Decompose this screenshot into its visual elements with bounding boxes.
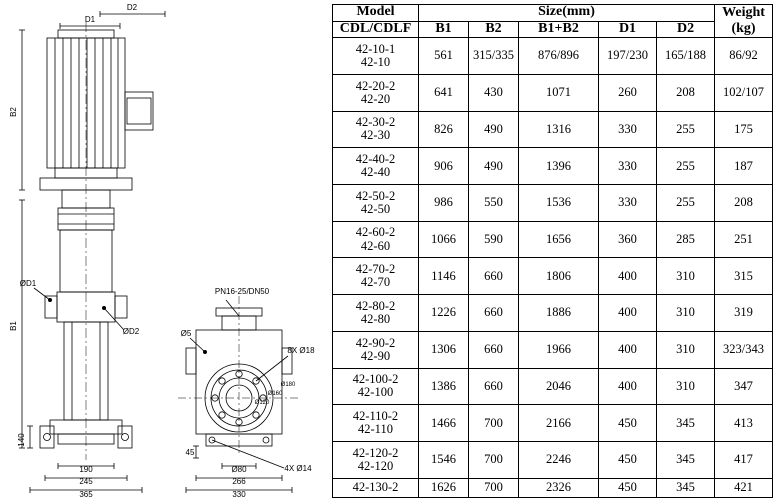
cell-d1: 450 bbox=[599, 478, 657, 497]
cell-b1: 1466 bbox=[419, 405, 469, 442]
cell-model bbox=[333, 38, 419, 75]
cell-d1: 330 bbox=[599, 111, 657, 148]
cell-b1: 906 bbox=[419, 148, 469, 185]
cell-d1: 400 bbox=[599, 258, 657, 295]
model-secondary: 42-90 bbox=[360, 348, 391, 363]
cell-d2: 310 bbox=[657, 331, 715, 368]
cell-d2: 310 bbox=[657, 295, 715, 332]
label-phi-small: Ø5 bbox=[180, 329, 192, 338]
cell-b1-b2: 1886 bbox=[519, 295, 599, 332]
header-weight bbox=[715, 5, 773, 38]
cell-weight: 102/107 bbox=[715, 74, 773, 111]
cell-d2: 285 bbox=[657, 221, 715, 258]
model-secondary: 42-100 bbox=[357, 385, 394, 400]
cell-model bbox=[333, 74, 419, 111]
cell-weight: 319 bbox=[715, 295, 773, 332]
cell-d2: 255 bbox=[657, 148, 715, 185]
model-secondary: 42-50 bbox=[360, 201, 391, 216]
specification-table bbox=[332, 4, 773, 498]
cell-model bbox=[333, 185, 419, 222]
cell-d1: 400 bbox=[599, 331, 657, 368]
cell-d1: 330 bbox=[599, 185, 657, 222]
cell-b1: 826 bbox=[419, 111, 469, 148]
model-secondary: 42-30 bbox=[360, 128, 391, 143]
cell-weight: 413 bbox=[715, 405, 773, 442]
header-b1: B1 bbox=[419, 21, 469, 38]
model-primary: 42-110-2 bbox=[352, 408, 399, 423]
cell-model bbox=[333, 221, 419, 258]
table-row bbox=[333, 185, 773, 222]
cell-model bbox=[333, 331, 419, 368]
dim-245: 245 bbox=[79, 477, 93, 486]
cell-b2: 315/335 bbox=[469, 38, 519, 75]
header-d1: D1 bbox=[599, 21, 657, 38]
table-row bbox=[333, 478, 773, 497]
table-row bbox=[333, 295, 773, 332]
cell-b2: 660 bbox=[469, 258, 519, 295]
model-primary: 42-130-2 bbox=[352, 480, 399, 495]
dim-120: Ø120 bbox=[254, 400, 270, 406]
cell-b1: 1146 bbox=[419, 258, 469, 295]
cell-model bbox=[333, 148, 419, 185]
model-primary: 42-40-2 bbox=[355, 152, 396, 167]
cell-b2: 660 bbox=[469, 368, 519, 405]
dim-365: 365 bbox=[79, 490, 93, 499]
cell-b1-b2: 1656 bbox=[519, 221, 599, 258]
header-model-sub: CDL/CDLF bbox=[333, 21, 419, 38]
model-primary: 42-80-2 bbox=[355, 298, 396, 313]
dim-180: Ø180 bbox=[280, 382, 296, 388]
model-secondary: 42-10 bbox=[360, 55, 391, 70]
header-weight-unit: (kg) bbox=[731, 21, 756, 37]
cell-d1: 360 bbox=[599, 221, 657, 258]
cell-d2: 310 bbox=[657, 258, 715, 295]
cell-b1-b2: 2166 bbox=[519, 405, 599, 442]
header-b2: B2 bbox=[469, 21, 519, 38]
cell-b1-b2: 2326 bbox=[519, 478, 599, 497]
cell-weight: 208 bbox=[715, 185, 773, 222]
cell-weight: 347 bbox=[715, 368, 773, 405]
cell-model bbox=[333, 478, 419, 497]
model-secondary: 42-110 bbox=[358, 422, 393, 437]
cell-weight: 86/92 bbox=[715, 38, 773, 75]
cell-model bbox=[333, 368, 419, 405]
cell-b2: 430 bbox=[469, 74, 519, 111]
dim-80: Ø80 bbox=[231, 465, 247, 474]
model-secondary: 42-20 bbox=[360, 91, 391, 106]
cell-weight: 175 bbox=[715, 111, 773, 148]
cell-d1: 330 bbox=[599, 148, 657, 185]
table-row bbox=[333, 148, 773, 185]
cell-d1: 450 bbox=[599, 441, 657, 478]
dim-140: 140 bbox=[17, 433, 26, 447]
cell-b1: 561 bbox=[419, 38, 469, 75]
model-primary: 42-10-1 bbox=[355, 41, 396, 56]
cell-b1-b2: 1316 bbox=[519, 111, 599, 148]
cell-b1: 1066 bbox=[419, 221, 469, 258]
cell-b2: 490 bbox=[469, 111, 519, 148]
cell-b1-b2: 1966 bbox=[519, 331, 599, 368]
cell-b1-b2: 1806 bbox=[519, 258, 599, 295]
cell-d1: 260 bbox=[599, 74, 657, 111]
cell-weight: 421 bbox=[715, 478, 773, 497]
cell-d2: 208 bbox=[657, 74, 715, 111]
specification-table-container bbox=[332, 4, 772, 496]
cell-model bbox=[333, 405, 419, 442]
cell-b2: 590 bbox=[469, 221, 519, 258]
cell-weight: 315 bbox=[715, 258, 773, 295]
cell-b1: 1386 bbox=[419, 368, 469, 405]
drawing-svg bbox=[0, 0, 330, 500]
model-primary: 42-70-2 bbox=[355, 262, 396, 277]
model-primary: 42-120-2 bbox=[352, 445, 399, 460]
label-b1-left: B1 bbox=[9, 321, 18, 331]
table-row bbox=[333, 74, 773, 111]
cell-model bbox=[333, 441, 419, 478]
cell-d2: 255 bbox=[657, 185, 715, 222]
cell-model bbox=[333, 258, 419, 295]
label-d1-top: D1 bbox=[84, 15, 96, 24]
cell-weight: 187 bbox=[715, 148, 773, 185]
cell-b1: 1226 bbox=[419, 295, 469, 332]
model-primary: 42-30-2 bbox=[355, 115, 396, 130]
cell-b2: 700 bbox=[469, 405, 519, 442]
cell-d1: 400 bbox=[599, 368, 657, 405]
cell-weight: 417 bbox=[715, 441, 773, 478]
cell-model bbox=[333, 111, 419, 148]
table-header-row-2 bbox=[333, 21, 773, 38]
model-primary: 42-60-2 bbox=[355, 225, 396, 240]
cell-b1: 986 bbox=[419, 185, 469, 222]
cell-b2: 700 bbox=[469, 478, 519, 497]
label-flange-note: PN16-25/DN50 bbox=[214, 287, 270, 296]
table-row bbox=[333, 38, 773, 75]
model-primary: 42-100-2 bbox=[352, 372, 399, 387]
header-b1-b2: B1+B2 bbox=[519, 21, 599, 38]
label-phi-d1: ØD1 bbox=[19, 279, 37, 288]
model-secondary: 42-60 bbox=[360, 238, 391, 253]
cell-b1-b2: 1396 bbox=[519, 148, 599, 185]
model-primary: 42-90-2 bbox=[355, 335, 396, 350]
label-d2-top: D2 bbox=[126, 3, 138, 12]
label-b2-left: B2 bbox=[9, 107, 18, 117]
cell-b2: 660 bbox=[469, 331, 519, 368]
cell-b1-b2: 1536 bbox=[519, 185, 599, 222]
dim-266: 266 bbox=[232, 477, 246, 486]
cell-d1: 450 bbox=[599, 405, 657, 442]
header-model: Model bbox=[333, 5, 419, 22]
header-d2: D2 bbox=[657, 21, 715, 38]
cell-b1-b2: 2046 bbox=[519, 368, 599, 405]
table-row bbox=[333, 111, 773, 148]
cell-weight: 251 bbox=[715, 221, 773, 258]
cell-weight: 323/343 bbox=[715, 331, 773, 368]
cell-d2: 345 bbox=[657, 478, 715, 497]
cell-b2: 490 bbox=[469, 148, 519, 185]
table-row bbox=[333, 368, 773, 405]
model-secondary: 42-80 bbox=[360, 311, 391, 326]
model-primary: 42-20-2 bbox=[355, 78, 396, 93]
cell-b1: 1306 bbox=[419, 331, 469, 368]
label-bolt-note-2: 4X Ø14 bbox=[284, 464, 312, 473]
table-body bbox=[333, 38, 773, 498]
table-row bbox=[333, 221, 773, 258]
table-row bbox=[333, 331, 773, 368]
dim-330: 330 bbox=[232, 490, 246, 499]
cell-b1-b2: 876/896 bbox=[519, 38, 599, 75]
label-bolt-note: 8X Ø18 bbox=[287, 346, 315, 355]
header-size: Size(mm) bbox=[419, 5, 715, 22]
model-secondary: 42-40 bbox=[360, 165, 391, 180]
cell-d2: 310 bbox=[657, 368, 715, 405]
cell-b1: 1546 bbox=[419, 441, 469, 478]
cell-b2: 700 bbox=[469, 441, 519, 478]
cell-b1: 641 bbox=[419, 74, 469, 111]
cell-d1: 197/230 bbox=[599, 38, 657, 75]
dim-45: 45 bbox=[185, 448, 195, 457]
cell-b1: 1626 bbox=[419, 478, 469, 497]
model-secondary: 42-120 bbox=[357, 458, 394, 473]
cell-d2: 165/188 bbox=[657, 38, 715, 75]
cell-d1: 400 bbox=[599, 295, 657, 332]
dim-160: Ø160 bbox=[267, 391, 283, 397]
pump-technical-drawing bbox=[0, 0, 330, 500]
table-row bbox=[333, 258, 773, 295]
table-row bbox=[333, 405, 773, 442]
cell-b2: 660 bbox=[469, 295, 519, 332]
model-primary: 42-50-2 bbox=[355, 188, 396, 203]
label-phi-d2: ØD2 bbox=[122, 327, 140, 336]
cell-d2: 345 bbox=[657, 441, 715, 478]
cell-d2: 255 bbox=[657, 111, 715, 148]
model-secondary: 42-70 bbox=[360, 275, 391, 290]
cell-b1-b2: 1071 bbox=[519, 74, 599, 111]
table-row bbox=[333, 441, 773, 478]
header-weight-text: Weight bbox=[722, 5, 765, 20]
cell-d2: 345 bbox=[657, 405, 715, 442]
dim-190: 190 bbox=[79, 465, 93, 474]
cell-b1-b2: 2246 bbox=[519, 441, 599, 478]
cell-model bbox=[333, 295, 419, 332]
table-header-row-1 bbox=[333, 5, 773, 22]
cell-b2: 550 bbox=[469, 185, 519, 222]
